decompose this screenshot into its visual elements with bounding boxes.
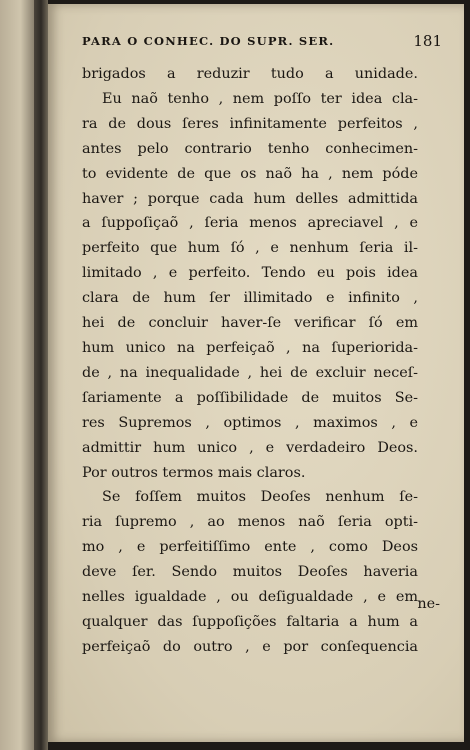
text-line: perfeito que hum ſó , e nenhum ſeria il-	[82, 240, 418, 257]
body-text	[82, 62, 418, 660]
text-line: limitado , e perfeito. Tendo eu pois idea	[82, 265, 418, 282]
text-line: haver ; porque cada hum delles admittida	[82, 190, 418, 207]
page	[48, 4, 464, 742]
book-gutter	[34, 0, 48, 750]
text-line: Se foſſem muitos Deoſes nenhum ſe-	[102, 489, 418, 506]
text-line: perfeiçaõ do outro , e por conſequencia	[82, 638, 418, 655]
text-line: deve ſer. Sendo muitos Deoſes haveria	[82, 564, 418, 581]
text-line: Eu naõ tenho , nem poſſo ter idea cla-	[102, 90, 418, 107]
text-line: a ſuppoſiçaõ , ſeria menos apreciavel , e	[82, 215, 418, 232]
text-line: hum unico na perfeiçaõ , na ſuperiorida-	[82, 339, 418, 356]
text-line: res Supremos , optimos , maximos , e	[82, 414, 418, 431]
text-line: de , na inequalidade , hei de excluir neceſ-	[82, 364, 418, 381]
text-line: to evidente de que os naõ ha , nem póde	[82, 165, 418, 182]
catchword: ne-	[417, 596, 440, 612]
text-line: admittir hum unico , e verdadeiro Deos.	[82, 439, 418, 456]
text-line: ria ſupremo , ao menos naõ ſeria opti-	[82, 514, 418, 531]
text-line: qualquer das ſuppoſições faltaria a hum a	[82, 613, 418, 630]
running-title: PARA O CONHEC. DO SUPR. SER.	[82, 34, 335, 48]
text-line: antes pelo contrario tenho conhecimen-	[82, 140, 418, 157]
text-line: ra de dous ſeres infinitamente perfeitos ,	[82, 115, 418, 132]
text-line: nelles igualdade , ou deſigualdade , e em	[82, 589, 418, 606]
text-line: clara de hum ſer illimitado e infinito ,	[82, 290, 418, 307]
text-line: Por outros termos mais claros.	[82, 464, 306, 481]
text-line: ſariamente a poſſibilidade de muitos Se-	[82, 389, 418, 406]
left-page-edge	[0, 0, 34, 750]
page-number: 181	[413, 32, 442, 50]
text-line: brigados a reduzir tudo a unidade.	[82, 66, 418, 82]
text-line: mo , e perfeitiſſimo ente , como Deos	[82, 539, 418, 556]
text-line: hei de concluir haver-ſe verificar ſó em	[82, 315, 418, 332]
